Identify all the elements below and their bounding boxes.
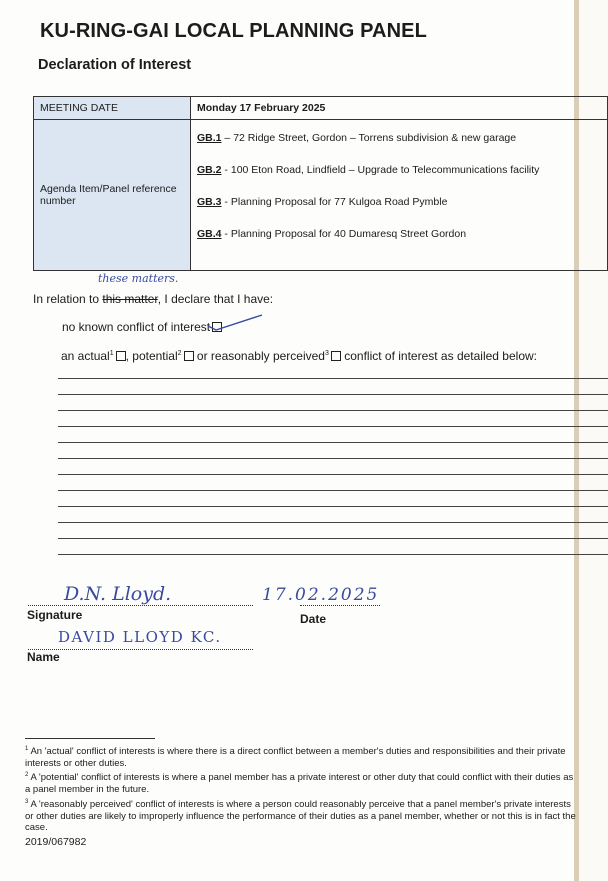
perceived-checkbox[interactable] [331,351,341,361]
name-label: Name [27,650,60,664]
potential-checkbox[interactable] [184,351,194,361]
detail-line[interactable] [58,506,608,507]
signature-label: Signature [27,608,83,622]
meeting-table [33,96,608,271]
footnote-text: A 'potential' conflict of interests is where a panel member has a private interest or other duty that could conflict with their duties as a panel member in the future. [25,772,574,795]
agenda-item-code: GB.3 [197,196,222,208]
agenda-item-sep: – [221,132,234,144]
document-reference: 2019/067982 [25,836,87,848]
declaration-statement [33,292,273,306]
footnote-ref: 2 [177,350,182,357]
footnote [25,770,580,795]
detail-line[interactable] [58,538,608,539]
agenda-item-text: 100 Eton Road, Lindfield – Upgrade to Telecommunications facility [230,164,540,176]
detail-line[interactable] [58,490,608,491]
detail-line[interactable] [58,378,608,379]
agenda-item-code: GB.4 [197,228,222,240]
footnote-number: 1 [25,746,29,752]
signature-line[interactable] [28,604,253,606]
document-title: KU-RING-GAI LOCAL PLANNING PANEL [40,20,427,42]
struck-text: this matter [102,292,158,306]
detail-line[interactable] [58,554,608,555]
handwritten-name: DAVID LLOYD KC. [58,628,222,646]
footnote-ref: 1 [109,350,114,357]
meeting-date-label: MEETING DATE [34,97,191,120]
footnote-number: 2 [25,772,29,778]
detail-line[interactable] [58,474,608,475]
agenda-item-sep: - [221,196,231,208]
option-actual-label: an actual [61,349,110,363]
agenda-item [197,191,601,223]
footnote [25,797,580,834]
agenda-item [197,223,601,255]
declaration-lead: In relation to [33,292,103,306]
detail-line[interactable] [58,410,608,411]
detail-line[interactable] [58,394,608,395]
footnote-ref: 3 [324,350,329,357]
option-no-conflict-label: no known conflict of interest [62,320,211,334]
agenda-item-text: Planning Proposal for 40 Dumaresq Street Gordon [230,228,467,240]
agenda-item [197,159,601,191]
handwritten-insert: these matters. [98,272,179,285]
detail-line[interactable] [58,522,608,523]
option-conflict [61,349,537,363]
agenda-item-code: GB.1 [197,132,222,144]
date-label: Date [300,612,327,626]
document-subtitle: Declaration of Interest [38,57,192,73]
footnote-text: A 'reasonably perceived' conflict of interests is where a person could reasonably perceive that a panel member's private interests or other duties are likely to improperly influence the performance of their duties as a panel member, whether or not this is in fact the case. [25,799,576,834]
date-line[interactable] [300,604,380,606]
footnote [25,744,580,769]
detail-line[interactable] [58,458,608,459]
handwritten-signature: D.N. Lloyd. [64,583,172,605]
detail-line[interactable] [58,442,608,443]
actual-checkbox[interactable] [116,351,126,361]
option-no-conflict [62,320,222,334]
meeting-date-value: Monday 17 February 2025 [191,97,608,120]
footnote-text: An 'actual' conflict of interests is where there is a direct conflict between a member's duties and responsibilities and their private interests or other duties. [25,746,566,769]
declaration-tail: , I declare that I have: [157,292,274,306]
meeting-date-row [34,97,608,120]
option-potential-label: , potential [125,349,178,363]
detail-line[interactable] [58,426,608,427]
name-line[interactable] [28,648,253,650]
agenda-row [34,120,608,271]
agenda-label: Agenda Item/Panel reference number [34,120,191,271]
agenda-item-sep: - [221,164,231,176]
agenda-item-text: Planning Proposal for 77 Kulgoa Road Pymble [230,196,448,208]
footnote-number: 3 [25,799,29,805]
agenda-item-text: 72 Ridge Street, Gordon – Torrens subdivision & new garage [233,132,517,144]
footnote-separator [25,738,155,739]
handwritten-check-mark [206,312,264,334]
agenda-item-code: GB.2 [197,164,222,176]
agenda-item [197,127,601,159]
handwritten-date: 17.02.2025 [262,585,380,605]
option-tail: conflict of interest as detailed below: [340,349,537,363]
option-perceived-label: or reasonably perceived [193,349,325,363]
agenda-item-sep: - [221,228,231,240]
agenda-items [191,120,608,271]
